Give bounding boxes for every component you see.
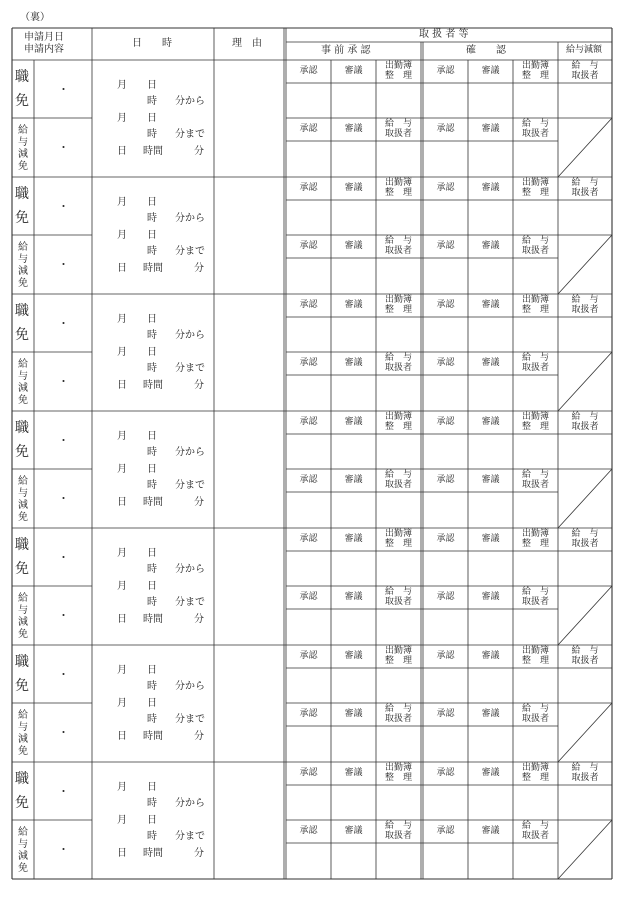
attendance-cell: 整 理	[384, 305, 412, 315]
minutes-label: 分	[194, 731, 204, 742]
salary-handler-cell: 給 与	[384, 704, 412, 714]
deliberate-cell: 審議	[344, 709, 363, 719]
kyuyo-genmen-label: 与	[18, 371, 28, 382]
month-label: 月	[117, 347, 127, 358]
attendance-cell: 出勤簿	[521, 295, 549, 305]
grid-line	[558, 703, 612, 762]
kyuyo-genmen-label: 給	[18, 242, 28, 253]
kyuyo-genmen-label: 減	[18, 266, 28, 277]
shokumen-label: 職	[15, 69, 29, 85]
salary-handler-cell: 取扱者	[521, 597, 549, 607]
approve-cell: 承認	[436, 709, 455, 719]
shokumen-label: 職	[15, 420, 29, 436]
day-label: 日	[117, 848, 127, 859]
date-dot: ・	[58, 785, 69, 798]
header-confirmation: 確 認	[466, 45, 506, 56]
hour-label: 時	[147, 363, 157, 374]
deliberate-cell: 審議	[481, 241, 500, 251]
salary-handler-cell: 取扱者	[384, 129, 412, 139]
deliberate-cell: 審議	[344, 183, 363, 193]
month-label: 月	[117, 815, 127, 826]
salary-handler-cell: 取扱者	[571, 539, 599, 549]
grid-line	[558, 118, 612, 177]
attendance-cell: 整 理	[384, 773, 412, 783]
month-label: 月	[117, 80, 127, 91]
deliberate-cell: 審議	[481, 300, 500, 310]
hour-label: 時	[147, 129, 157, 140]
deliberate-cell: 審議	[344, 592, 363, 602]
approve-cell: 承認	[299, 358, 318, 368]
header-apply-content: 申請内容	[24, 44, 64, 55]
kyuyo-genmen-label: 与	[18, 137, 28, 148]
minutes-label: 分	[194, 848, 204, 859]
salary-handler-cell: 取扱者	[521, 831, 549, 841]
deliberate-cell: 審議	[481, 183, 500, 193]
salary-handler-cell: 取扱者	[521, 129, 549, 139]
kyuyo-genmen-label: 減	[18, 383, 28, 394]
hour-label: 時	[147, 681, 157, 692]
attendance-cell: 整 理	[521, 539, 549, 549]
header-apply-date: 申請月日	[24, 32, 64, 43]
approve-cell: 承認	[436, 417, 455, 427]
salary-handler-cell: 給 与	[521, 470, 549, 480]
attendance-cell: 整 理	[384, 422, 412, 432]
grid-line	[558, 352, 612, 411]
day-label: 日	[147, 230, 157, 241]
salary-handler-cell: 給 与	[384, 353, 412, 363]
until-label: 分まで	[175, 246, 205, 257]
until-label: 分まで	[175, 714, 205, 725]
salary-handler-cell: 取扱者	[521, 714, 549, 724]
approve-cell: 承認	[436, 124, 455, 134]
kyuyo-genmen-label: 免	[18, 278, 28, 289]
shokumen-label: 職	[15, 654, 29, 670]
date-dot: ・	[58, 375, 69, 388]
date-dot: ・	[58, 317, 69, 330]
kyuyo-genmen-label: 給	[18, 359, 28, 370]
shokumen-label: 免	[15, 327, 29, 343]
day-label: 日	[147, 782, 157, 793]
day-label: 日	[117, 263, 127, 274]
attendance-cell: 整 理	[384, 188, 412, 198]
salary-handler-cell: 取扱者	[571, 656, 599, 666]
kyuyo-genmen-label: 与	[18, 722, 28, 733]
attendance-cell: 整 理	[384, 539, 412, 549]
kyuyo-genmen-label: 減	[18, 851, 28, 862]
day-label: 日	[117, 146, 127, 157]
attendance-cell: 出勤簿	[521, 178, 549, 188]
salary-handler-cell: 取扱者	[521, 246, 549, 256]
salary-handler-cell: 給 与	[521, 704, 549, 714]
shokumen-label: 免	[15, 210, 29, 226]
attendance-cell: 出勤簿	[521, 763, 549, 773]
month-label: 月	[117, 581, 127, 592]
salary-handler-cell: 給 与	[521, 821, 549, 831]
deliberate-cell: 審議	[344, 300, 363, 310]
day-label: 日	[147, 314, 157, 325]
salary-handler-cell: 給 与	[571, 295, 599, 305]
day-label: 日	[117, 380, 127, 391]
approve-cell: 承認	[299, 475, 318, 485]
kyuyo-genmen-label: 給	[18, 593, 28, 604]
date-dot: ・	[58, 434, 69, 447]
deliberate-cell: 審議	[481, 709, 500, 719]
day-label: 日	[117, 614, 127, 625]
approve-cell: 承認	[436, 300, 455, 310]
date-dot: ・	[58, 551, 69, 564]
kyuyo-genmen-label: 与	[18, 254, 28, 265]
salary-handler-cell: 給 与	[521, 353, 549, 363]
minutes-label: 分	[194, 614, 204, 625]
header-salary-reduction: 給与減額	[566, 45, 603, 55]
hours-count-label: 時間	[143, 497, 163, 508]
attendance-cell: 出勤簿	[384, 763, 412, 773]
hour-label: 時	[147, 213, 157, 224]
salary-handler-cell: 取扱者	[384, 363, 412, 373]
month-label: 月	[117, 698, 127, 709]
deliberate-cell: 審議	[481, 768, 500, 778]
approve-cell: 承認	[436, 241, 455, 251]
header-datetime: 日 時	[132, 38, 172, 49]
from-label: 分から	[175, 96, 205, 107]
deliberate-cell: 審議	[344, 651, 363, 661]
salary-handler-cell: 取扱者	[384, 597, 412, 607]
month-label: 月	[117, 197, 127, 208]
approve-cell: 承認	[436, 651, 455, 661]
salary-handler-cell: 取扱者	[384, 714, 412, 724]
deliberate-cell: 審議	[481, 826, 500, 836]
deliberate-cell: 審議	[344, 475, 363, 485]
hour-label: 時	[147, 831, 157, 842]
salary-handler-cell: 取扱者	[384, 480, 412, 490]
date-dot: ・	[58, 258, 69, 271]
month-label: 月	[117, 665, 127, 676]
salary-handler-cell: 取扱者	[571, 188, 599, 198]
approve-cell: 承認	[436, 66, 455, 76]
month-label: 月	[117, 548, 127, 559]
until-label: 分まで	[175, 831, 205, 842]
deliberate-cell: 審議	[481, 651, 500, 661]
deliberate-cell: 審議	[344, 768, 363, 778]
day-label: 日	[147, 431, 157, 442]
from-label: 分から	[175, 681, 205, 692]
approve-cell: 承認	[299, 66, 318, 76]
attendance-cell: 出勤簿	[521, 646, 549, 656]
kyuyo-genmen-label: 与	[18, 839, 28, 850]
day-label: 日	[117, 497, 127, 508]
date-dot: ・	[58, 843, 69, 856]
hour-label: 時	[147, 447, 157, 458]
day-label: 日	[147, 347, 157, 358]
shokumen-label: 免	[15, 795, 29, 811]
salary-handler-cell: 給 与	[384, 470, 412, 480]
salary-handler-cell: 取扱者	[571, 305, 599, 315]
attendance-cell: 整 理	[384, 71, 412, 81]
salary-handler-cell: 給 与	[571, 61, 599, 71]
shokumen-label: 職	[15, 186, 29, 202]
approve-cell: 承認	[436, 534, 455, 544]
hour-label: 時	[147, 246, 157, 257]
deliberate-cell: 審議	[481, 124, 500, 134]
date-dot: ・	[58, 492, 69, 505]
kyuyo-genmen-label: 給	[18, 125, 28, 136]
header-handlers: 取 扱 者 等	[419, 29, 469, 40]
salary-handler-cell: 給 与	[571, 412, 599, 422]
hour-label: 時	[147, 714, 157, 725]
shokumen-label: 職	[15, 771, 29, 787]
attendance-cell: 整 理	[384, 656, 412, 666]
hours-count-label: 時間	[143, 848, 163, 859]
attendance-cell: 出勤簿	[384, 529, 412, 539]
salary-handler-cell: 取扱者	[571, 71, 599, 81]
deliberate-cell: 審議	[481, 592, 500, 602]
salary-handler-cell: 取扱者	[571, 773, 599, 783]
approve-cell: 承認	[299, 651, 318, 661]
hours-count-label: 時間	[143, 731, 163, 742]
month-label: 月	[117, 113, 127, 124]
kyuyo-genmen-label: 免	[18, 746, 28, 757]
attendance-cell: 整 理	[521, 71, 549, 81]
deliberate-cell: 審議	[344, 358, 363, 368]
day-label: 日	[147, 698, 157, 709]
hour-label: 時	[147, 564, 157, 575]
hours-count-label: 時間	[143, 146, 163, 157]
approve-cell: 承認	[299, 300, 318, 310]
from-label: 分から	[175, 798, 205, 809]
kyuyo-genmen-label: 与	[18, 605, 28, 616]
month-label: 月	[117, 230, 127, 241]
deliberate-cell: 審議	[344, 241, 363, 251]
until-label: 分まで	[175, 480, 205, 491]
deliberate-cell: 審議	[344, 826, 363, 836]
until-label: 分まで	[175, 363, 205, 374]
from-label: 分から	[175, 330, 205, 341]
kyuyo-genmen-label: 給	[18, 710, 28, 721]
approve-cell: 承認	[299, 826, 318, 836]
header-prior-approval: 事 前 承 認	[321, 45, 371, 56]
day-label: 日	[147, 80, 157, 91]
shokumen-label: 職	[15, 303, 29, 319]
hours-count-label: 時間	[143, 380, 163, 391]
hours-count-label: 時間	[143, 263, 163, 274]
approve-cell: 承認	[299, 534, 318, 544]
salary-handler-cell: 給 与	[384, 236, 412, 246]
approve-cell: 承認	[436, 358, 455, 368]
attendance-cell: 出勤簿	[521, 412, 549, 422]
deliberate-cell: 審議	[344, 417, 363, 427]
salary-handler-cell: 取扱者	[521, 363, 549, 373]
attendance-cell: 出勤簿	[521, 529, 549, 539]
salary-handler-cell: 給 与	[521, 236, 549, 246]
approve-cell: 承認	[299, 592, 318, 602]
attendance-cell: 整 理	[521, 305, 549, 315]
approve-cell: 承認	[436, 592, 455, 602]
attendance-cell: 出勤簿	[384, 178, 412, 188]
day-label: 日	[147, 464, 157, 475]
shokumen-label: 免	[15, 678, 29, 694]
approve-cell: 承認	[299, 768, 318, 778]
deliberate-cell: 審議	[481, 358, 500, 368]
attendance-cell: 整 理	[521, 188, 549, 198]
kyuyo-genmen-label: 与	[18, 488, 28, 499]
approve-cell: 承認	[436, 183, 455, 193]
page-label: （裏）	[20, 12, 50, 23]
kyuyo-genmen-label: 減	[18, 734, 28, 745]
deliberate-cell: 審議	[344, 534, 363, 544]
salary-handler-cell: 給 与	[384, 119, 412, 129]
salary-handler-cell: 給 与	[521, 119, 549, 129]
deliberate-cell: 審議	[481, 417, 500, 427]
salary-handler-cell: 取扱者	[384, 246, 412, 256]
salary-handler-cell: 給 与	[521, 587, 549, 597]
hour-label: 時	[147, 798, 157, 809]
attendance-cell: 出勤簿	[384, 61, 412, 71]
shokumen-label: 免	[15, 561, 29, 577]
attendance-cell: 整 理	[521, 422, 549, 432]
salary-handler-cell: 給 与	[384, 821, 412, 831]
approve-cell: 承認	[299, 183, 318, 193]
from-label: 分から	[175, 213, 205, 224]
deliberate-cell: 審議	[481, 66, 500, 76]
minutes-label: 分	[194, 380, 204, 391]
minutes-label: 分	[194, 497, 204, 508]
grid-line	[558, 469, 612, 528]
approve-cell: 承認	[299, 709, 318, 719]
kyuyo-genmen-label: 免	[18, 629, 28, 640]
date-dot: ・	[58, 83, 69, 96]
shokumen-label: 免	[15, 93, 29, 109]
day-label: 日	[117, 731, 127, 742]
until-label: 分まで	[175, 597, 205, 608]
from-label: 分から	[175, 564, 205, 575]
approve-cell: 承認	[436, 768, 455, 778]
header-reason: 理 由	[232, 38, 262, 49]
day-label: 日	[147, 665, 157, 676]
kyuyo-genmen-label: 給	[18, 476, 28, 487]
kyuyo-genmen-label: 免	[18, 395, 28, 406]
salary-handler-cell: 取扱者	[384, 831, 412, 841]
salary-handler-cell: 取扱者	[521, 480, 549, 490]
kyuyo-genmen-label: 減	[18, 617, 28, 628]
day-label: 日	[147, 548, 157, 559]
salary-handler-cell: 給 与	[384, 587, 412, 597]
date-dot: ・	[58, 141, 69, 154]
attendance-cell: 出勤簿	[384, 295, 412, 305]
attendance-cell: 出勤簿	[384, 646, 412, 656]
approve-cell: 承認	[299, 417, 318, 427]
approve-cell: 承認	[436, 826, 455, 836]
kyuyo-genmen-label: 免	[18, 512, 28, 523]
date-dot: ・	[58, 726, 69, 739]
salary-handler-cell: 取扱者	[571, 422, 599, 432]
minutes-label: 分	[194, 146, 204, 157]
kyuyo-genmen-label: 減	[18, 149, 28, 160]
salary-handler-cell: 給 与	[571, 763, 599, 773]
deliberate-cell: 審議	[344, 66, 363, 76]
day-label: 日	[147, 197, 157, 208]
month-label: 月	[117, 431, 127, 442]
attendance-cell: 出勤簿	[384, 412, 412, 422]
salary-handler-cell: 給 与	[571, 529, 599, 539]
grid-line	[558, 235, 612, 294]
hour-label: 時	[147, 330, 157, 341]
date-dot: ・	[58, 200, 69, 213]
minutes-label: 分	[194, 263, 204, 274]
month-label: 月	[117, 464, 127, 475]
day-label: 日	[147, 113, 157, 124]
hours-count-label: 時間	[143, 614, 163, 625]
grid-line	[558, 586, 612, 645]
hour-label: 時	[147, 480, 157, 491]
hour-label: 時	[147, 96, 157, 107]
deliberate-cell: 審議	[344, 124, 363, 134]
shokumen-label: 職	[15, 537, 29, 553]
attendance-cell: 整 理	[521, 656, 549, 666]
date-dot: ・	[58, 609, 69, 622]
attendance-cell: 出勤簿	[521, 61, 549, 71]
from-label: 分から	[175, 447, 205, 458]
kyuyo-genmen-label: 給	[18, 827, 28, 838]
shokumen-label: 免	[15, 444, 29, 460]
deliberate-cell: 審議	[481, 534, 500, 544]
month-label: 月	[117, 782, 127, 793]
date-dot: ・	[58, 668, 69, 681]
kyuyo-genmen-label: 減	[18, 500, 28, 511]
month-label: 月	[117, 314, 127, 325]
salary-handler-cell: 給 与	[571, 646, 599, 656]
attendance-cell: 整 理	[521, 773, 549, 783]
until-label: 分まで	[175, 129, 205, 140]
approve-cell: 承認	[299, 241, 318, 251]
hour-label: 時	[147, 597, 157, 608]
day-label: 日	[147, 581, 157, 592]
kyuyo-genmen-label: 免	[18, 863, 28, 874]
day-label: 日	[147, 815, 157, 826]
salary-handler-cell: 給 与	[571, 178, 599, 188]
approve-cell: 承認	[436, 475, 455, 485]
kyuyo-genmen-label: 免	[18, 161, 28, 172]
grid-line	[558, 820, 612, 879]
deliberate-cell: 審議	[481, 475, 500, 485]
approve-cell: 承認	[299, 124, 318, 134]
